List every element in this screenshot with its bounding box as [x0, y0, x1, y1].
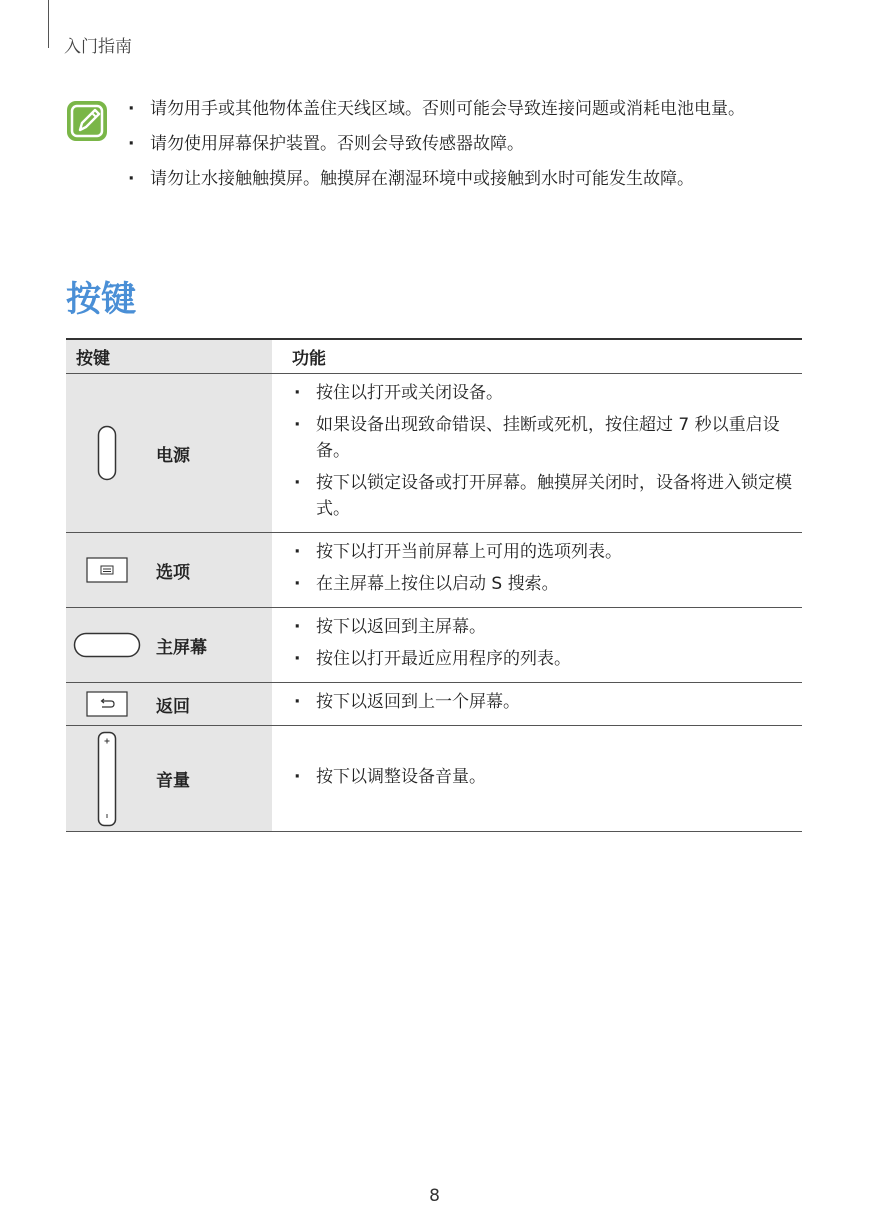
power-key-icon: [97, 425, 117, 481]
page-title: 按键: [66, 280, 137, 320]
key-name: 主屏幕: [156, 637, 207, 658]
function-item: · 如果设备出现致命错误、挂断或死机，按住超过 7 秒以重启设备。: [290, 412, 792, 464]
column-header-function: 功能: [272, 339, 802, 374]
function-item: · 按住以打开最近应用程序的列表。: [290, 646, 792, 672]
note-pencil-icon: [66, 100, 108, 142]
key-name: 返回: [156, 696, 190, 717]
function-item: · 按下以调整设备音量。: [290, 764, 792, 790]
function-item: · 按下以锁定设备或打开屏幕。触摸屏关闭时，设备将进入锁定模式。: [290, 470, 792, 522]
page-number: 8: [429, 1186, 440, 1206]
keys-table: [66, 338, 802, 832]
key-name: 选项: [156, 562, 190, 583]
note-item: · 请勿让水接触触摸屏。触摸屏在潮湿环境中或接触到水时可能发生故障。: [126, 166, 806, 193]
column-header-key: 按键: [66, 339, 272, 374]
home-key-icon: [73, 632, 141, 658]
table-row: [66, 533, 802, 608]
function-item: · 按下以返回到主屏幕。: [290, 614, 792, 640]
key-name: 电源: [156, 445, 190, 466]
volume-key-icon: [97, 731, 117, 827]
function-item: · 在主屏幕上按住以启动 S 搜索。: [290, 571, 792, 597]
back-key-icon: [86, 691, 128, 717]
menu-key-icon: [86, 557, 128, 583]
function-item: · 按下以打开当前屏幕上可用的选项列表。: [290, 539, 792, 565]
note-item: · 请勿使用屏幕保护装置。否则会导致传感器故障。: [126, 131, 806, 158]
table-row: [66, 374, 802, 533]
table-row: [66, 726, 802, 832]
key-name: 音量: [156, 771, 190, 791]
note-list: [126, 96, 806, 201]
table-row: [66, 683, 802, 726]
table-row: [66, 608, 802, 683]
section-label: 入门指南: [64, 37, 132, 57]
function-item: · 按下以返回到上一个屏幕。: [290, 689, 792, 715]
table-header-row: [66, 339, 802, 374]
function-item: · 按住以打开或关闭设备。: [290, 380, 792, 406]
header-divider: [48, 0, 49, 48]
note-item: · 请勿用手或其他物体盖住天线区域。否则可能会导致连接问题或消耗电池电量。: [126, 96, 806, 123]
